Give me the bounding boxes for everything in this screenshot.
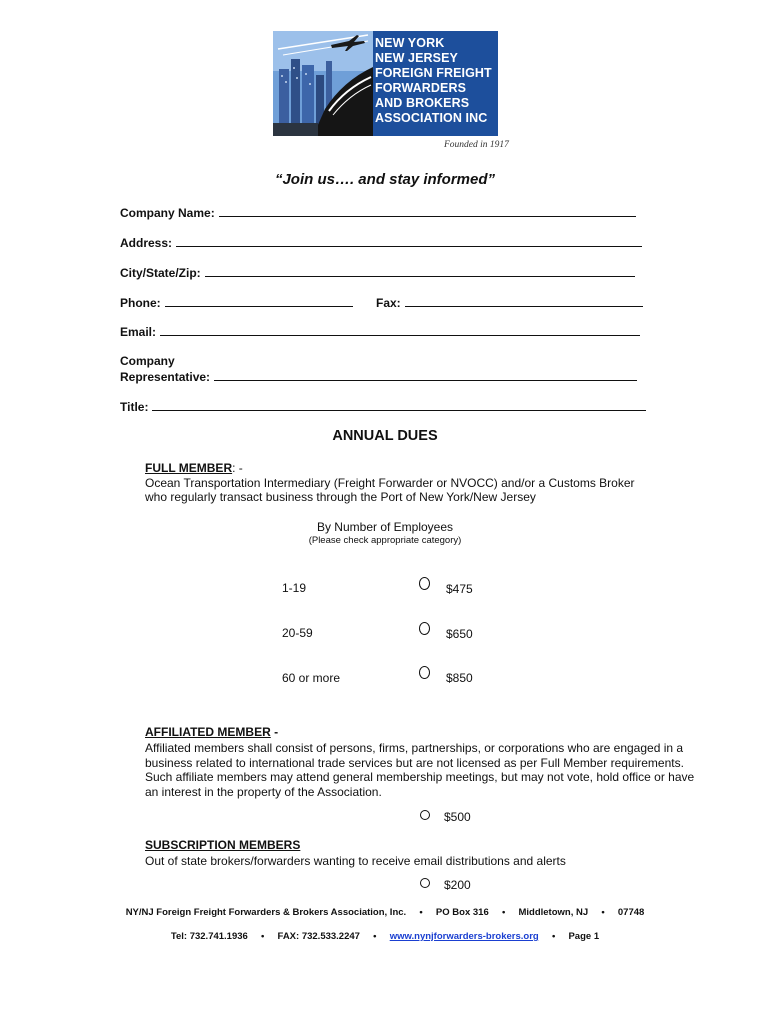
subscription-heading: SUBSCRIPTION MEMBERS [145, 838, 301, 852]
skyline-ship-plane-icon [273, 31, 373, 136]
logo-line: AND BROKERS [375, 96, 470, 110]
footer-org: NY/NJ Foreign Freight Forwarders & Brokers Association, Inc. [125, 907, 407, 918]
full-member-heading: FULL MEMBER [145, 461, 233, 475]
subscription-desc: Out of state brokers/forwarders wanting to receive email distributions and alerts [145, 854, 566, 868]
logo-text [375, 36, 492, 126]
logo-line: FOREIGN FREIGHT [375, 66, 492, 80]
address-field[interactable] [120, 235, 642, 250]
footer-bullet: • [419, 907, 423, 918]
logo-line: NEW JERSEY [375, 51, 458, 65]
tagline: “Join us…. and stay informed” [274, 171, 496, 188]
affiliated-heading: AFFILIATED MEMBER [145, 725, 271, 739]
company-name-label: Company Name: [120, 206, 215, 220]
affiliated-heading-suffix: - [270, 725, 279, 739]
email-field[interactable] [120, 324, 640, 339]
logo-line: FORWARDERS [375, 81, 467, 95]
email-line[interactable] [160, 324, 640, 336]
radio-20-59[interactable] [419, 622, 430, 635]
city-state-zip-line[interactable] [205, 265, 635, 277]
phone-field[interactable] [120, 295, 353, 310]
full-member-desc-2: who regularly transact business through the Port of New York/New Jersey [145, 490, 536, 504]
footer-zip: 07748 [617, 907, 645, 918]
association-logo [273, 31, 498, 136]
title-field[interactable] [120, 399, 646, 414]
radio-affiliated[interactable] [420, 810, 430, 820]
footer-bullet: • [373, 931, 377, 942]
address-line[interactable] [176, 235, 642, 247]
radio-1-19[interactable] [419, 577, 430, 590]
fax-label: Fax: [376, 296, 401, 310]
company-rep-field[interactable] [120, 369, 637, 384]
footer-contact-row [0, 931, 770, 942]
affiliated-price: $500 [444, 810, 471, 824]
footer-bullet: • [261, 931, 265, 942]
phone-line[interactable] [165, 295, 353, 307]
email-label: Email: [120, 325, 157, 339]
annual-dues-title: ANNUAL DUES [332, 428, 438, 444]
fax-line[interactable] [405, 295, 643, 307]
website-link[interactable]: www.nynjforwarders-brokers.org [389, 931, 539, 942]
full-member-desc-1: Ocean Transportation Intermediary (Freight Forwarder or NVOCC) and/or a Customs Broker [145, 476, 635, 490]
phone-label: Phone: [120, 296, 161, 310]
affiliated-desc-3: Such affiliate members may attend general membership meetings, but may not vote, hold office or have [145, 770, 695, 784]
logo-line: ASSOCIATION INC [375, 111, 488, 125]
company-rep-label-1: Company [120, 354, 175, 368]
option-range-2: 20-59 [282, 626, 313, 640]
affiliated-heading-row [145, 725, 278, 740]
footer-fax: FAX: 732.533.2247 [277, 931, 360, 942]
company-name-line[interactable] [219, 205, 636, 217]
check-note: (Please check appropriate category) [308, 535, 462, 546]
radio-60-or-more[interactable] [419, 666, 430, 679]
title-line[interactable] [152, 399, 646, 411]
affiliated-desc-2: business related to international trade services but are not licensed as per Full Member requirements. [145, 756, 684, 770]
option-price-1: $475 [446, 582, 473, 596]
city-state-zip-label: City/State/Zip: [120, 266, 201, 280]
option-range-3: 60 or more [282, 671, 341, 685]
option-price-2: $650 [446, 627, 473, 641]
company-name-field[interactable] [120, 205, 636, 220]
founded-note: Founded in 1917 [444, 140, 509, 150]
footer-city: Middletown, NJ [518, 907, 589, 918]
affiliated-desc-4: an interest in the property of the Association. [145, 785, 382, 799]
footer-address-row [0, 907, 770, 918]
footer-bullet: • [501, 907, 506, 918]
radio-subscription[interactable] [420, 878, 430, 888]
footer-bullet: • [551, 931, 556, 942]
full-member-heading-suffix: : - [232, 461, 243, 475]
logo-line: NEW YORK [375, 36, 445, 50]
by-employees-label: By Number of Employees [316, 520, 454, 534]
footer-bullet: • [601, 907, 605, 918]
footer-po-box: PO Box 316 [435, 907, 489, 918]
affiliated-desc-1: Affiliated members shall consist of persons, firms, partnerships, or corporations who are engaged in a [145, 741, 684, 755]
option-price-3: $850 [446, 671, 473, 685]
fax-field[interactable] [376, 295, 643, 310]
company-rep-line[interactable] [214, 369, 637, 381]
footer-page-number: Page 1 [568, 931, 600, 942]
city-state-zip-field[interactable] [120, 265, 635, 280]
company-rep-label-2: Representative: [120, 370, 211, 384]
footer-tel: Tel: 732.741.1936 [170, 931, 248, 942]
subscription-price: $200 [444, 878, 471, 892]
address-label: Address: [120, 236, 173, 250]
full-member-heading-row [145, 461, 243, 476]
title-label: Title: [120, 400, 149, 414]
option-range-1: 1-19 [282, 581, 307, 595]
